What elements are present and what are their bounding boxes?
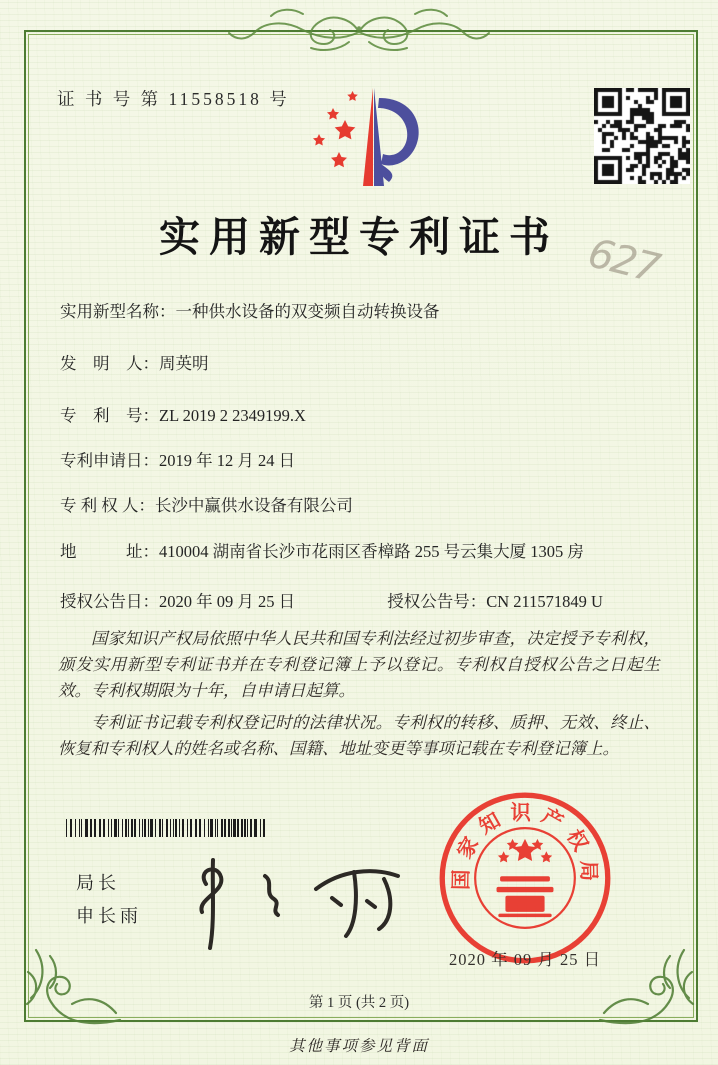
field-row-patent-no [60,402,306,426]
field-value: 长沙中赢供水设备有限公司 [154,496,353,515]
cnipa-logo-icon [293,86,427,194]
certificate-number: 证 书 号 第 11558518 号 [57,89,290,109]
field-value: 410004 湖南省长沙市花雨区香樟路 255 号云集大厦 1305 房 [159,542,584,561]
back-side-note: 其他事项参见背面 [288,1038,429,1055]
grant-date-label: 授权公告日： [60,592,159,611]
top-ornament [219,2,499,60]
field-row-inventor [60,350,209,374]
field-row-filing-date [60,447,295,471]
grant-no-value: CN 211571849 U [486,592,603,611]
qr-code [594,88,690,184]
certificate-title: 实用新型专利证书 [159,214,559,260]
field-row-patentee [60,492,353,516]
field-row-grant [60,588,603,612]
official-seal [436,789,614,967]
commissioner-name: 申长雨 [76,906,142,926]
page-number: 第 1 页 (共 2 页) [308,995,410,1011]
commissioner-title: 局长 [76,873,120,893]
grant-no-label: 授权公告号： [387,592,487,611]
seal-ring-text: 国家知识产权局 [450,802,600,891]
field-value: 周英明 [159,354,209,373]
barcode [66,819,266,837]
field-label: 发 明 人： [60,354,159,373]
legal-paragraph-2: 专利证书记载专利权登记时的法律状况。专利权的转移、质押、无效、终止、恢复和专利权人的姓名或名称、国籍、地址变更等事项记载在专利登记簿上。 [58,713,660,758]
legal-paragraph-1: 国家知识产权局依照中华人民共和国专利法经过初步审查，决定授予专利权，颁发实用新型专利证书并在专利登记簿上予以登记。专利权自授权公告之日起生效。专利权期限为十年，自申请日起算。 [58,629,660,700]
field-label: 专利申请日： [60,451,159,470]
seal-date: 2020 年 09 月 25 日 [448,950,602,969]
field-label: 实用新型名称： [60,302,176,321]
commissioner-signature [168,852,418,954]
field-row-address [60,538,584,562]
field-row-name [60,298,440,322]
handwritten-note: 627 [583,230,663,292]
field-label: 专 利 权 人： [60,496,155,515]
field-label: 专 利 号： [60,406,159,425]
field-value: 2019 年 12 月 24 日 [159,451,296,470]
national-emblem-icon [497,839,554,917]
field-label: 地 址： [60,542,159,561]
field-value: 一种供水设备的双变频自动转换设备 [175,302,440,321]
field-value: ZL 2019 2 2349199.X [159,406,306,425]
legal-text [58,626,660,768]
grant-date-value: 2020 年 09 月 25 日 [159,592,296,611]
corner-flourish-left [20,942,132,1036]
